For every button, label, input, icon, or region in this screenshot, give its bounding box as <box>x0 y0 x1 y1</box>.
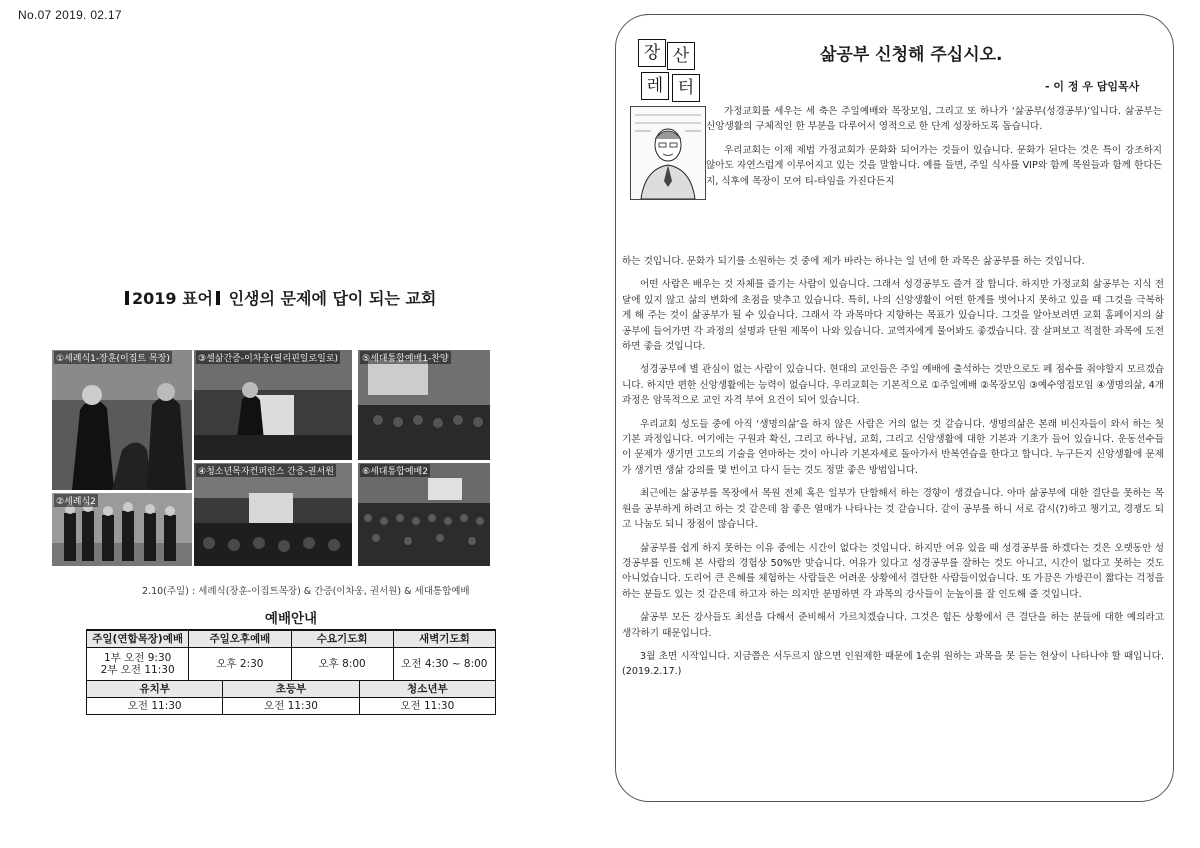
dept-time: 오전 11:30 <box>360 698 496 714</box>
dept-header: 청소년부 <box>360 681 496 697</box>
service-time: 오전 4:30 ~ 8:00 <box>394 648 496 680</box>
motto-title <box>122 286 436 309</box>
photo-caption: ③셀삶간증-이차웅(필리핀일로일로) <box>196 351 340 364</box>
letter-paragraph: 가정교회를 세우는 세 축은 주일예배와 목장모임, 그리고 또 하나가 ‘삶공부(성경공부)’입니다. 삶공부는 신앙생활의 구체적인 한 부분을 다루어서 영적으로 한 단계 성장하도록 돕습니다. <box>706 106 1162 133</box>
letter-paragraph: 성경공부에 별 관심이 없는 사람이 있습니다. 현대의 교인들은 주일 예배에 출석하는 것만으로도 페 점수를 줘야할지 모르겠습니다. 하지만 편한 신앙생활에는 능력이 없습니다. 우리교회는 기본적으로 ①주일예배 ②목장모임 ③예수영접모임 ④생명의삶, 4개 과정은 암묵적으로 교인 자격 부여 요건이 되어 있습니다. <box>622 364 1164 407</box>
photo-worship-2 <box>358 463 490 566</box>
letter-body-top <box>706 104 1162 197</box>
photo-caption: ②세례식2 <box>54 494 98 507</box>
service-time-row <box>86 648 496 681</box>
service-table <box>86 630 496 715</box>
photo-scene <box>358 463 490 566</box>
letter-paragraph: 삶공부 모든 강사들도 최선을 다해서 준비해서 가르치겠습니다. 그것은 힘든 상황에서 큰 결단을 하는 분들에 대한 예의라고 생각하기 때문입니다. <box>622 612 1164 639</box>
letter-paragraph: 우리교회 성도들 중에 아직 ‘생명의삶’을 하지 않은 사람은 거의 없는 것 같습니다. 생명의삶은 본래 비신자들이 와서 하는 첫 기본 과정입니다. 여기에는 구원과 확신, 그리고 하나님, 교회, 그리고 신앙생활에 대한 기본과 기초가 들어 있습니다. 운동선수들이 문제가 생기면 고도의 기술을 연마하는 것이 아니라 기본자세로 돌아가서 반복연습을 한다고 합니다. 누구든지 신앙생활에 문제가 생기면 생삶 강의를 몇 번이고 다시 듣는 것도 정말 좋은 방법입니다. <box>622 418 1164 476</box>
pastor-portrait <box>630 106 706 200</box>
letter-paragraph: 삶공부를 쉽게 하지 못하는 이유 중에는 시간이 없다는 것입니다. 하지만 여유 있을 때 성경공부를 하겠다는 것은 오랫동안 성경공부를 인도해 본 사람의 경험상 50%만 맞습니다. 여유가 있다고 성경공부를 잘하는 것도 아니고, 시간이 없다고 못하는 것도 아니었습니다. 도리어 큰 은혜를 체험하는 사람들은 어려운 상황에서 결단한 사람들이었습니다. 또 가끔은 가방끈이 짧다는 걱정을 하는 분들도 있는 것 같은데 하고자 하는 의지만 분명하면 각 과목의 강사들이 눈높이를 잘 인도해 줄 것입니다. <box>622 542 1164 600</box>
letter-title: 삶공부 신청해 주십시오. <box>820 45 1003 65</box>
photo-baptism-1 <box>52 350 192 490</box>
photo-scene <box>358 350 490 460</box>
photo-caption: ①세례식1-장훈(이집트 목장) <box>54 351 172 364</box>
photo-scene <box>194 463 352 566</box>
dept-header: 유치부 <box>86 681 223 697</box>
letter-paragraph: 최근에는 삶공부를 목장에서 목원 전체 혹은 일부가 단합해서 하는 경향이 생겼습니다. 아마 삶공부에 대한 결단을 못하는 목원을 공부하게 하려고 하는 것 같은데 참 좋은 열매가 나타나는 것 같습니다. 같이 공부를 하니 서로 감시(?)하고 챙기고, 경쟁도 되고 나눔도 되니 장점이 많습니다. <box>622 488 1164 531</box>
service-header: 주일오후예배 <box>189 631 291 647</box>
letter-badge: 장 <box>638 39 666 67</box>
service-header: 새벽기도회 <box>394 631 496 647</box>
bar-mark <box>216 291 220 305</box>
dept-header-row <box>86 681 496 698</box>
letter-paragraph: 3월 초면 시작입니다. 지금쯤은 서두르지 않으면 인원제한 때문에 1순위 원하는 과목을 못 듣는 현상이 나타나야 할 때입니다.(2019.2.17.) <box>622 650 1164 678</box>
dept-header: 초등부 <box>223 681 359 697</box>
service-time: 오후 2:30 <box>189 648 291 680</box>
photo-worship-1 <box>358 350 490 460</box>
issue-number: No.07 2019. 02.17 <box>18 8 122 22</box>
service-time: 오후 8:00 <box>292 648 394 680</box>
portrait-sketch <box>631 107 705 199</box>
bar-mark <box>125 291 129 305</box>
dept-time: 오전 11:30 <box>86 698 223 714</box>
dept-time: 오전 11:30 <box>223 698 359 714</box>
letter-badge: 레 <box>641 72 669 100</box>
photo-caption: ④청소년목자컨퍼런스 간증-권서원 <box>196 464 336 477</box>
service-time-line: 2부 오전 11:30 <box>100 664 175 676</box>
letter-paragraph: 어떤 사람은 배우는 것 자체를 즐기는 사람이 있습니다. 그래서 성경공부도 즐겨 잘 합니다. 하지만 가정교회 삶공부는 지식 전달에 있지 않고 삶의 변화에 초점을 맞추고 있습니다. 특히, 나의 신앙생활이 어떤 한계를 벗어나지 못하고 있을 때 그것을 극복하게 해 주는 것이 삶공부가 될 수 있습니다. 그래서 각 과목마다 지향하는 목표가 있습니다. 그것을 알아보려면 교회 홈페이지의 삶공부에 들어가면 각 과정의 설명과 단원 제목이 나와 있습니다. 교역자에게 물어봐도 좋겠습니다. 잘 살펴보고 적절한 과목에 도전하면 좋을 것입니다. <box>622 279 1164 353</box>
photo-caption: ⑤세대통합예배1-찬양 <box>360 351 451 364</box>
letter-badge: 산 <box>667 42 695 70</box>
letter-body <box>622 254 1164 688</box>
motto-text: 인생의 문제에 답이 되는 교회 <box>228 289 437 308</box>
photo-scene <box>52 350 192 490</box>
photo-event-caption: 2.10(주일) : 세례식(장훈-이집트목장) & 간증(이차웅, 권서원) & 세대통합예배 <box>142 586 470 597</box>
letter-author: - 이 정 우 담임목사 <box>1045 80 1140 93</box>
photo-baptism-2 <box>52 493 192 566</box>
service-time-line: 1부 오전 9:30 <box>103 652 172 664</box>
letter-badge: 터 <box>672 74 700 102</box>
service-title: 예배안내 <box>86 609 496 630</box>
letter-paragraph: 우리교회는 이제 제법 가정교회가 문화화 되어가는 것들이 있습니다. 문화가 된다는 것은 특이 강조하지 않아도 자연스럽게 이루어지고 있는 것을 말합니다. 예를 들면, 주일 식사를 VIP와 함께 목원들과 함께 한다든지, 식후에 목장이 모여 티-타임을 가진다든지 <box>706 144 1162 187</box>
photo-testimony-2 <box>194 463 352 566</box>
service-header: 수요기도회 <box>292 631 394 647</box>
photo-caption: ⑥세대통합예배2 <box>360 464 430 477</box>
photo-testimony-1 <box>194 350 352 460</box>
service-header: 주일(연합목장)예배 <box>86 631 189 647</box>
dept-time-row <box>86 698 496 715</box>
photo-scene <box>194 350 352 460</box>
service-time <box>86 648 189 680</box>
motto-year: 2019 표어 <box>132 289 214 308</box>
service-header-row <box>86 631 496 648</box>
letter-paragraph: 하는 것입니다. 문화가 되기를 소원하는 것 중에 제가 바라는 하나는 일 년에 한 과목은 삶공부를 하는 것입니다. <box>622 256 1085 267</box>
